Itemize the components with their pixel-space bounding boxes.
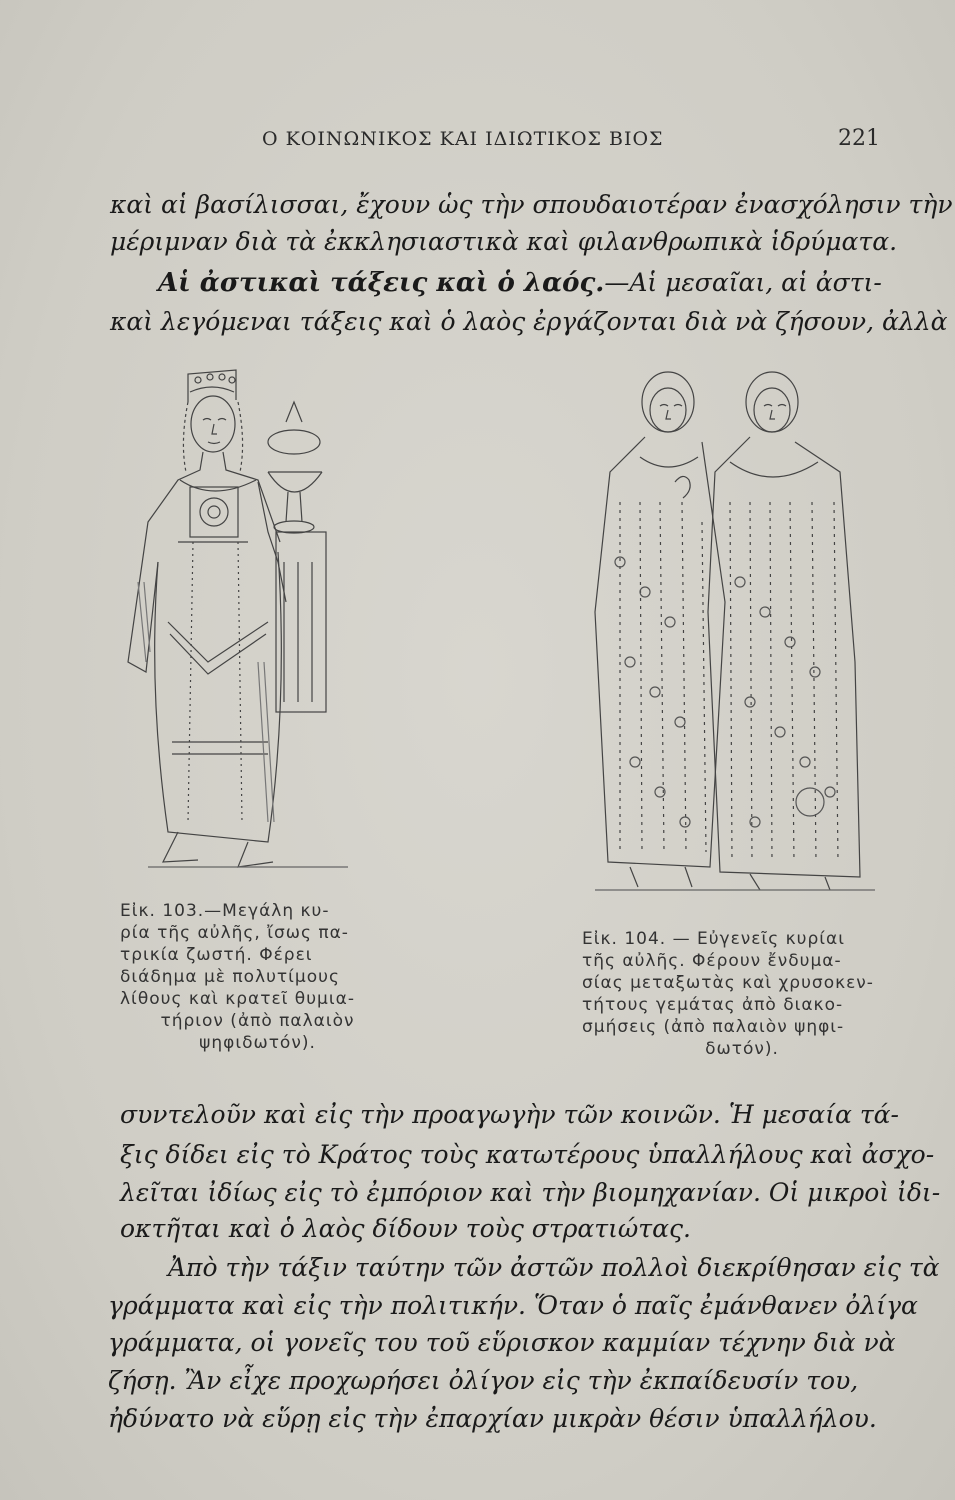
caption-line: λίθους καὶ κρατεῖ θυμια- xyxy=(120,989,355,1009)
text-line: γράμματα καὶ εἰς τὴν πολιτικήν. Ὅταν ὁ παῖς ἐμάνθανεν ὀλίγα xyxy=(108,1291,918,1320)
figure-104-caption xyxy=(582,928,902,1060)
text-fragment: —Αἱ μεσαῖαι, αἱ ἀστι- xyxy=(604,268,882,297)
text-line: Ἀπὸ τὴν τάξιν ταύτην τῶν ἀστῶν πολλοὶ διεκρίθησαν εἰς τὰ xyxy=(168,1253,940,1282)
caption-text: Εἰκ. 103.—Μεγάλη κυ- xyxy=(120,901,330,921)
caption-line: ψηφιδωτόν). xyxy=(199,1033,316,1053)
text-line: καὶ λεγόμεναι τάξεις καὶ ὁ λαὸς ἐργάζονται διὰ νὰ ζήσουν, ἀλλὰ xyxy=(110,307,948,336)
text-line: συντελοῦν καὶ εἰς τὴν προαγωγὴν τῶν κοινῶν. Ἡ μεσαία τά- xyxy=(120,1100,899,1129)
running-title: Ο ΚΟΙΝΩΝΙΚΟΣ ΚΑΙ ΙΔΙΩΤΙΚΟΣ ΒΙΟΣ xyxy=(262,128,664,150)
figure-two-noblewomen-illustration xyxy=(590,362,880,892)
caption-line xyxy=(120,900,395,922)
page-number: 221 xyxy=(838,126,880,151)
caption-line: τήριον (ἀπὸ παλαιὸν xyxy=(160,1011,355,1031)
text-line: καὶ αἱ βασίλισσαι, ἔχουν ὡς τὴν σπουδαιοτέραν ἐνασχόλησιν τὴν xyxy=(110,190,953,219)
section-heading: Αἱ ἀστικαὶ τάξεις καὶ ὁ λαός. xyxy=(158,268,605,298)
caption-line: διάδημα μὲ πολυτίμους xyxy=(120,967,340,987)
text-line: οκτῆται καὶ ὁ λαὸς δίδουν τοὺς στρατιώτας. xyxy=(120,1214,691,1243)
text-line: γράμματα, οἱ γονεῖς του τοῦ εὕρισκον καμμίαν τέχνην διὰ νὰ xyxy=(108,1328,896,1357)
text-line xyxy=(158,268,882,298)
text-line: ζήσῃ. Ἂν εἶχε προχωρήσει ὀλίγον εἰς τὴν ἐκπαίδευσίν του, xyxy=(108,1366,859,1395)
text-line: λεῖται ἰδίως εἰς τὸ ἐμπόριον καὶ τὴν βιομηχανίαν. Οἱ μικροὶ ἰδι- xyxy=(120,1178,941,1207)
caption-line: σίας μεταξωτὰς καὶ χρυσοκεν- xyxy=(582,973,874,993)
caption-line: τρικία ζωστή. Φέρει xyxy=(120,945,313,965)
figure-103-caption xyxy=(120,900,395,1054)
caption-line: Εἰκ. 104. — Εὐγενεῖς κυρίαι xyxy=(582,929,845,949)
text-line: μέριμναν διὰ τὰ ἐκκλησιαστικὰ καὶ φιλανθρωπικὰ ἱδρύματα. xyxy=(110,227,898,256)
caption-line: σμήσεις (ἀπὸ παλαιὸν ψηφι- xyxy=(582,1017,845,1037)
caption-line: τῆς αὐλῆς. Φέρουν ἔνδυμα- xyxy=(582,951,842,971)
text-line: ξις δίδει εἰς τὸ Κράτος τοὺς κατωτέρους ὑπαλλήλους καὶ ἀσχο- xyxy=(120,1140,935,1169)
caption-line: τήτους γεμάτας ἀπὸ διακο- xyxy=(582,995,844,1015)
caption-line: ρία τῆς αὐλῆς, ἴσως πα- xyxy=(120,923,349,943)
text-line: ἠδύνατο νὰ εὕρῃ εἰς τὴν ἐπαρχίαν μικρὰν θέσιν ὑπαλλήλου. xyxy=(108,1404,877,1433)
caption-line: δωτόν). xyxy=(705,1039,779,1059)
figure-noblewoman-illustration xyxy=(118,362,380,882)
